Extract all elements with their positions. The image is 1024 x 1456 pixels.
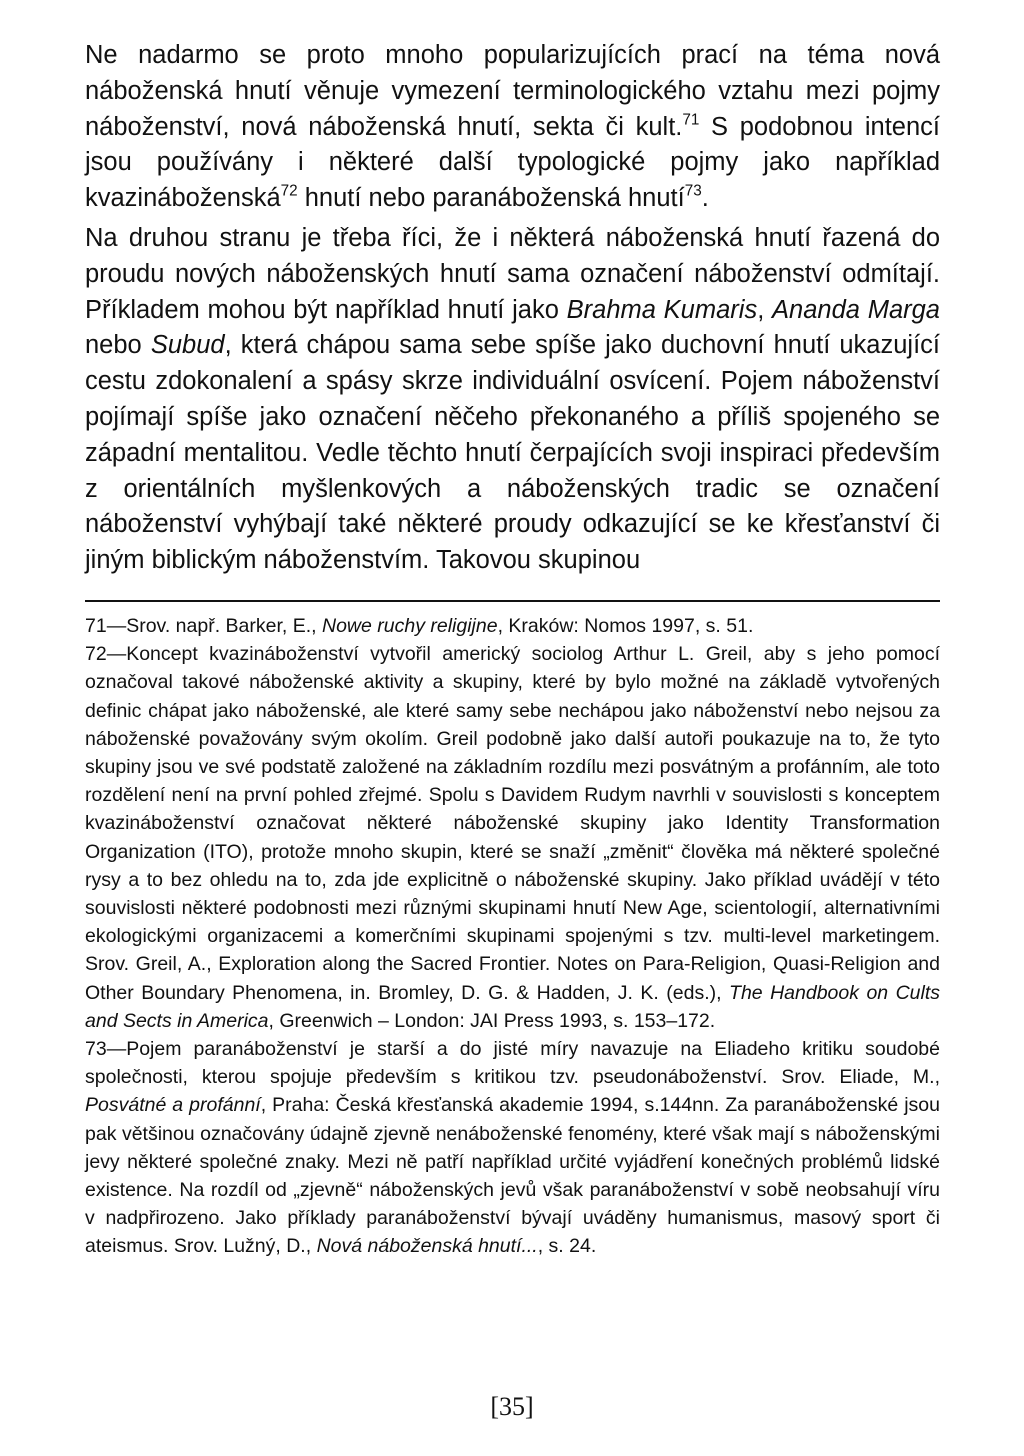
italic-text: Nowe ruchy religijne [322, 615, 498, 637]
main-text [85, 38, 940, 579]
paragraph [85, 221, 940, 579]
footnotes [85, 612, 940, 1261]
text-run: 71—Srov. např. Barker, E., [85, 615, 322, 637]
italic-text: Brahma Kumaris [566, 295, 758, 324]
italic-text: The Handbook on Cults and Sects in America [85, 981, 941, 1032]
text-run: 73—Pojem paranáboženství je starší a do jisté míry navazuje na Eliadeho kritiku soudobé společnosti, kterou spojuje především s kritikou tzv. pseudonáboženství. Srov. Eliade, M., [85, 1038, 940, 1089]
footnote-73 [85, 1035, 940, 1261]
text-run: nebo [85, 331, 151, 360]
footnote-ref: 72 [280, 182, 298, 200]
italic-text: Ananda Marga [772, 295, 940, 324]
text-run: S podobnou intencí jsou používány i některé další typologické pojmy jako například kvazináboženská [85, 112, 940, 213]
text-run: , která chápou sama sebe spíše jako duchovní hnutí ukazující cestu zdokonalení a spásy skrze individuální osvícení. Pojem náboženství pojímají spíše jako označení něčeho překonaného a příliš spojeného se západní mentalitou. Vedle těchto hnutí čerpajících svoji inspiraci především z orientálních myšlenkových a náboženských tradic se označení náboženství vyhýbají také některé proudy odkazující se ke křesťanství či jiným biblickým náboženstvím. Takovou skupinou [85, 331, 941, 575]
text-run: 72—Koncept kvazináboženství vytvořil americký sociolog Arthur L. Greil, aby s jeho pomocí označoval takové náboženské aktivity a skupiny, které by bylo možné na základě vytvořených definic chápat jako náboženské, ale které samy sebe nechápou jako náboženství nebo nejsou za náboženské považovány svým okolím. Greil podobně jako další autoři poukazuje na to, že tyto skupiny jsou ve své podstatě založené na základním rozdílu mezi posvátným a profánním, ale toto rozdělení není na první pohled zřejmé. Spolu s Davidem Rudym navrhli v souvislosti s konceptem kvazináboženství označovat některé náboženské skupiny jako Identity Transformation Organization (ITO), protože mnoho skupin, které se snaží „změnit“ člověka má některé společné rysy a to bez ohledu na to, zda jde explicitně o náboženské skupiny. Jako příklad uvádějí v této souvislosti některé podobnosti mezi různými skupinami hnutí New Age, scientologií, alternativními ekologickými organizacemi a komerčními skupinami spojenými s tzv. multi-level marketingem. Srov. Greil, A., Exploration along the Sacred Frontier. Notes on Para-Religion, Quasi-Religion and Other Boundary Phenomena, in. Bromley, D. G. & Hadden, J. K. (eds.), [85, 643, 940, 1004]
paragraph [85, 38, 940, 217]
italic-text: Posvátné a profánní [85, 1094, 261, 1117]
text-run: , [757, 295, 773, 324]
text-run: hnutí nebo paranáboženská hnutí [297, 184, 685, 213]
text-run: Ne nadarmo se proto mnoho popularizujících prací na téma nová náboženská hnutí věnuje vymezení terminologického vztahu mezi pojmy náboženství, nová náboženská hnutí, sekta či kult. [85, 41, 940, 141]
footnote-separator [85, 600, 940, 602]
text-run: Na druhou stranu je třeba říci, že i některá náboženská hnutí řazená do proudu nových náboženských hnutí sama označení náboženství odmítají. Příkladem mohou být například hnutí jako [85, 223, 940, 324]
page-number: [35] [490, 1392, 534, 1421]
text-run: , Praha: Česká křesťanská akademie 1994, s.144nn. Za paranáboženské jsou pak většinou označovány údajně zjevně nenáboženské fenomény, které však mají s náboženskými jevy některé společné znaky. Mezi ně patří například určité vyjádření konečných problémů lidské existence. Na rozdíl od „zjevně“ náboženských jevů však paranáboženství v sobě neobsahují víru v nadpřirozeno. Jako příklady paranáboženství bývají uváděny humanismus, masový sport či ateismus. Srov. Lužný, D., [85, 1094, 940, 1258]
text-run: . [701, 184, 709, 213]
text-run: , s. 24. [537, 1235, 597, 1258]
footnote-ref: 73 [684, 182, 702, 200]
italic-text: Nová náboženská hnutí... [316, 1235, 538, 1258]
text-run: , Kraków: Nomos 1997, s. 51. [497, 615, 754, 637]
text-run: , Greenwich – London: JAI Press 1993, s. 153–172. [268, 1009, 716, 1032]
footnote-72 [85, 640, 940, 1035]
italic-text: Subud [150, 331, 225, 360]
footnote-71 [85, 612, 940, 640]
footnote-ref: 71 [682, 110, 700, 128]
